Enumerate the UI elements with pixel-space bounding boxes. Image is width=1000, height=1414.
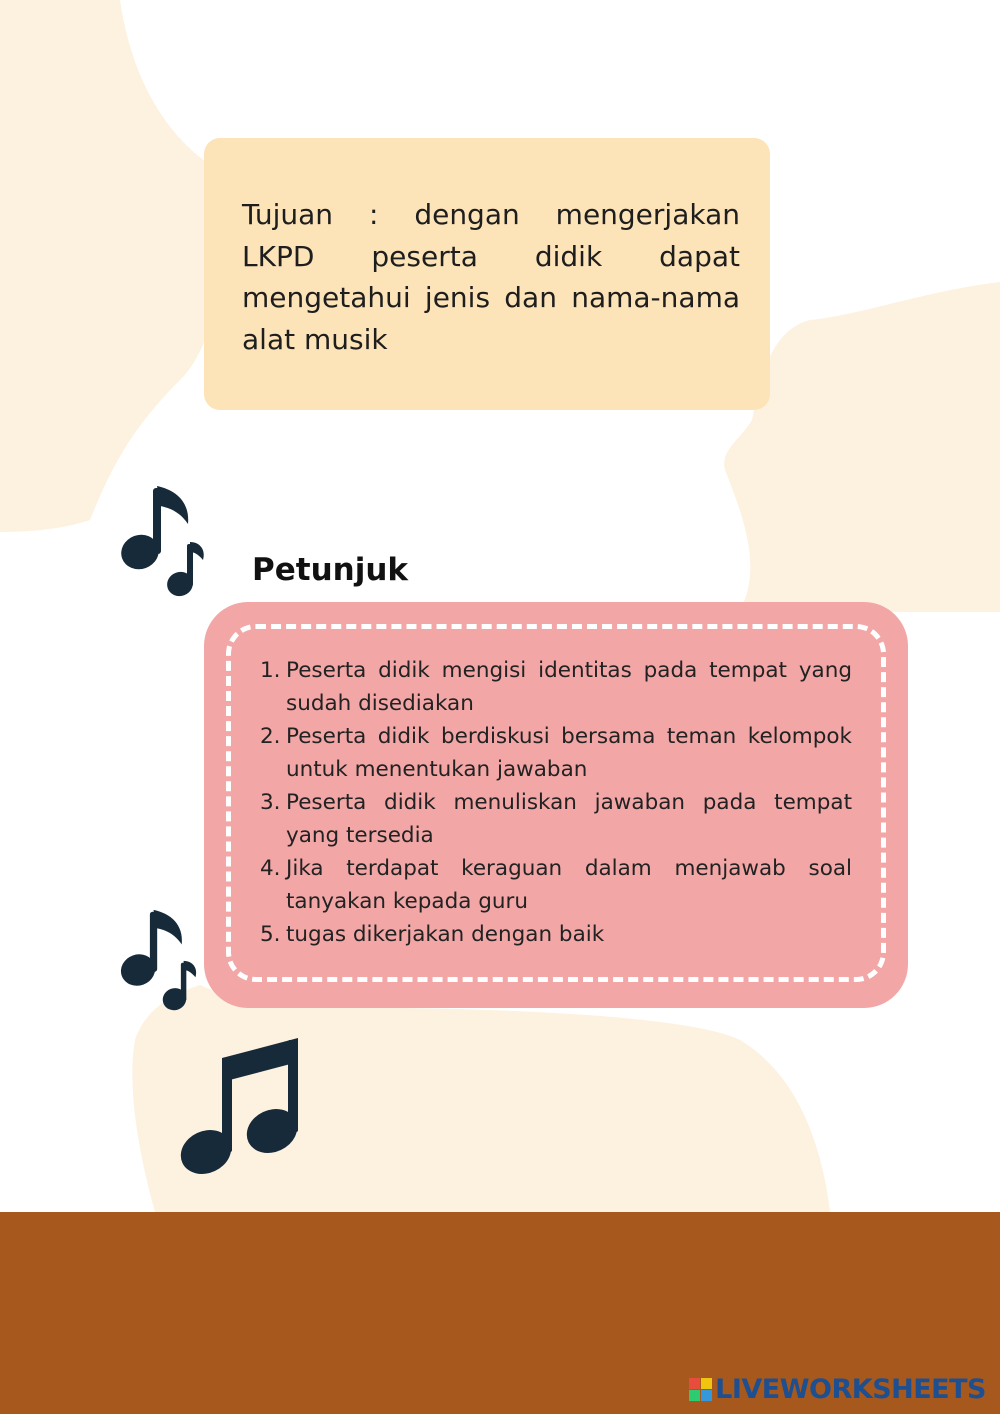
beamed-notes-icon bbox=[178, 1036, 304, 1180]
brand-mark-icon bbox=[689, 1378, 712, 1401]
list-item: 1. Peserta didik mengisi identitas pada tempat yang sudah disediakan bbox=[260, 658, 852, 716]
brand-logo bbox=[689, 1374, 986, 1405]
music-notes-icon bbox=[118, 480, 208, 602]
goal-box bbox=[204, 138, 770, 410]
instructions-list bbox=[260, 654, 852, 951]
goal-text: Tujuan : dengan mengerjakan LKPD peserta didik dapat mengetahui jenis dan nama-nama alat musik bbox=[242, 198, 740, 356]
brand-text: LIVEWORKSHEETS bbox=[715, 1374, 986, 1405]
instructions-heading: Petunjuk bbox=[252, 552, 409, 588]
top-left-blob bbox=[0, 0, 218, 532]
list-item: 4. Jika terdapat keraguan dalam menjawab soal tanyakan kepada guru bbox=[260, 856, 852, 914]
list-item: 5. tugas dikerjakan dengan baik bbox=[260, 922, 605, 947]
music-notes-icon bbox=[118, 904, 200, 1016]
list-item: 2. Peserta didik berdiskusi bersama teman kelompok untuk menentukan jawaban bbox=[260, 724, 852, 782]
list-item: 3. Peserta didik menuliskan jawaban pada tempat yang tersedia bbox=[260, 790, 852, 848]
